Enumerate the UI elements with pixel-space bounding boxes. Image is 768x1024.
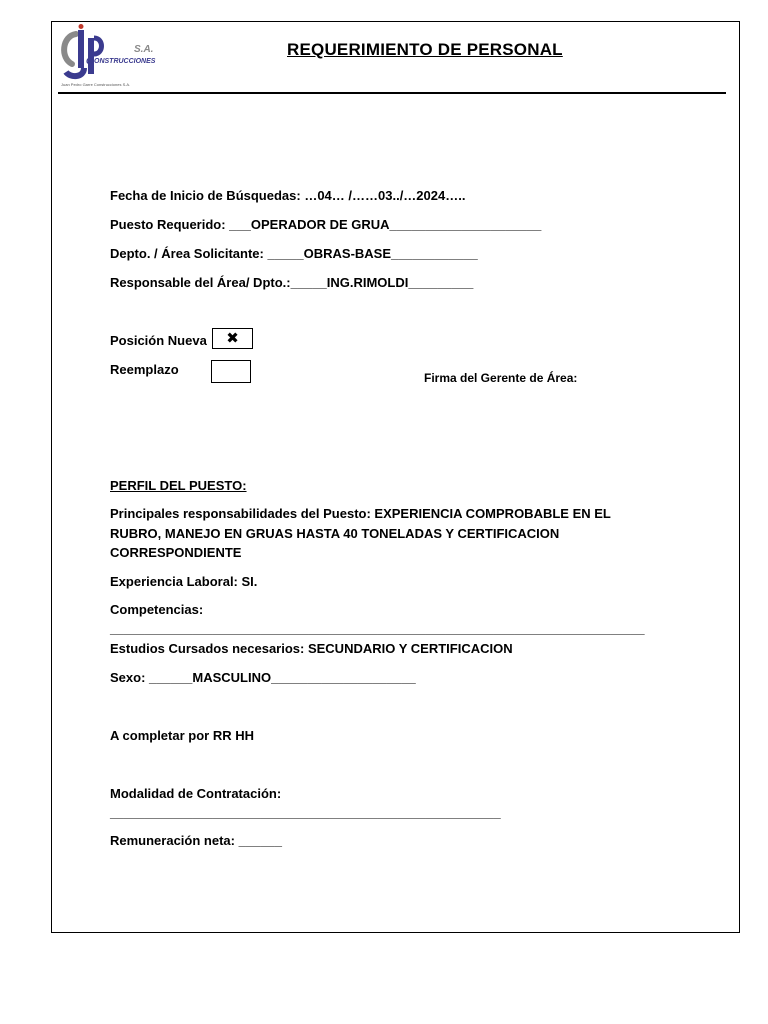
field-experiencia-laboral: Experiencia Laboral: SI. — [110, 574, 258, 589]
field-depto-area: Depto. / Área Solicitante: _____OBRAS-BASE____________ — [110, 246, 478, 261]
label-firma-gerente: Firma del Gerente de Área: — [424, 371, 578, 385]
check-x-icon: ✖ — [226, 330, 239, 347]
checkbox-reemplazo[interactable] — [211, 360, 251, 383]
field-competencias: Competencias: — [110, 602, 204, 617]
field-modalidad-contratacion: Modalidad de Contratación: — [110, 786, 282, 801]
field-puesto-requerido: Puesto Requerido: ___OPERADOR DE GRUA_____________________ — [110, 217, 542, 232]
modalidad-blank-line: _________________________________________________________ — [110, 806, 501, 820]
label-reemplazo: Reemplazo — [110, 362, 179, 377]
logo-word-rest: ONSTRUCCIONES — [94, 58, 156, 65]
logo-j-stem — [78, 30, 84, 68]
field-fecha-inicio: Fecha de Inicio de Búsquedas: …04… /……03../…2024….. — [110, 188, 466, 203]
field-estudios-cursados: Estudios Cursados necesarios: SECUNDARIO Y CERTIFICACION — [110, 641, 513, 656]
field-remuneracion-neta: Remuneración neta: ______ — [110, 833, 282, 848]
header-divider — [58, 92, 726, 94]
checkbox-posicion-nueva[interactable] — [212, 328, 253, 349]
logo-tagline: Juan Pedro Garre Construcciones S.A. — [61, 82, 131, 87]
logo-swoosh — [64, 34, 76, 64]
label-posicion-nueva: Posición Nueva — [110, 333, 207, 348]
logo-j-hook — [66, 68, 84, 76]
logo-j-dot — [79, 24, 84, 29]
company-logo-graphic — [58, 24, 168, 90]
logo-word-initial: C — [86, 56, 93, 66]
field-responsabilidades: Principales responsabilidades del Puesto: EXPERIENCIA COMPROBABLE EN EL RUBRO, MANEJO EN GRUAS HASTA 40 TONELADAS Y CERTIFICACION CORRESPONDIENTE — [110, 506, 611, 560]
logo-sa-text: S.A. — [134, 44, 154, 55]
document-title: REQUERIMIENTO DE PERSONAL — [287, 40, 563, 59]
competencias-blank-line: ______________________________________________________________________________ — [110, 622, 645, 636]
section-heading-rrhh: A completar por RR HH — [110, 728, 254, 743]
section-heading-perfil: PERFIL DEL PUESTO: — [110, 478, 247, 493]
field-responsable-area: Responsable del Área/ Dpto.:_____ING.RIMOLDI_________ — [110, 275, 474, 290]
company-logo — [58, 24, 168, 90]
logo-p-bowl — [94, 38, 102, 54]
field-sexo: Sexo: ______MASCULINO____________________ — [110, 670, 416, 685]
